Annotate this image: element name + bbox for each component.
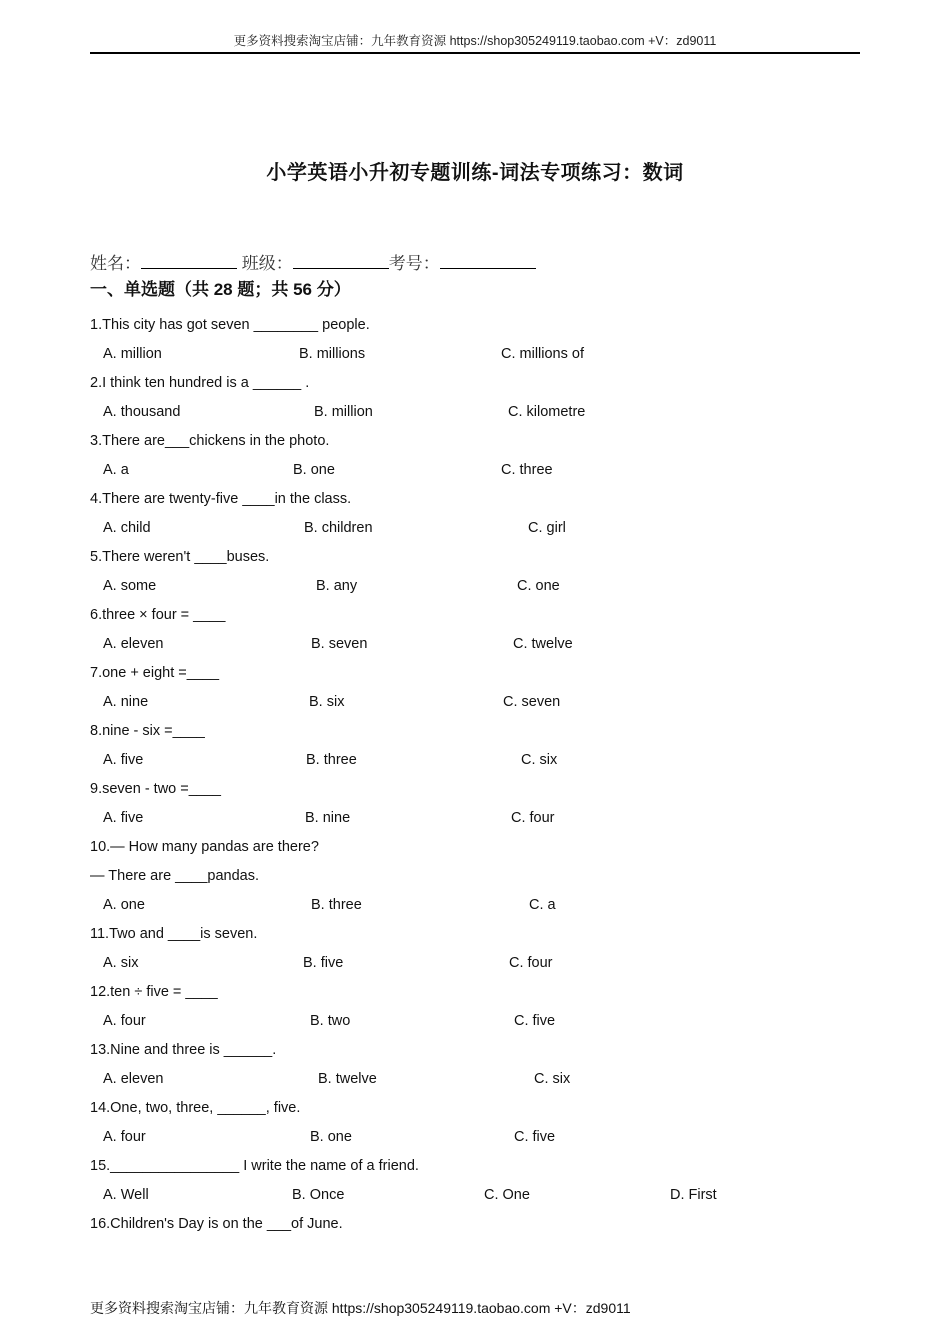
q7-option-c[interactable]: C. seven [503, 694, 561, 710]
name-blank[interactable] [141, 252, 237, 269]
q8-option-a[interactable]: A. five [103, 752, 144, 768]
q13-option-c[interactable]: C. six [534, 1071, 571, 1087]
q3-option-b[interactable]: B. one [293, 462, 335, 478]
page-header: 更多资料搜索淘宝店铺：九年教育资源 https://shop305249119.taobao.com +V：zd9011 [90, 32, 860, 54]
q1-option-a[interactable]: A. million [103, 346, 162, 362]
q9-option-b[interactable]: B. nine [305, 810, 351, 826]
section-heading: 一、单选题（共 28 题；共 56 分） [90, 280, 351, 299]
q14-option-a[interactable]: A. four [103, 1129, 146, 1145]
question-7: 7.one + eight =____ [90, 665, 220, 681]
q15-option-d[interactable]: D. First [670, 1187, 717, 1203]
name-label: 姓名： [90, 254, 141, 273]
question-14: 14.One, two, three, ______, five. [90, 1100, 301, 1116]
question-10-line-2: — There are ____pandas. [90, 868, 260, 884]
q12-option-c[interactable]: C. five [514, 1013, 556, 1029]
q8-option-b[interactable]: B. three [306, 752, 357, 768]
q5-option-c[interactable]: C. one [517, 578, 560, 594]
q9-option-c[interactable]: C. four [511, 810, 555, 826]
q11-option-a[interactable]: A. six [103, 955, 139, 971]
q14-option-b[interactable]: B. one [310, 1129, 352, 1145]
question-12: 12.ten ÷ five = ____ [90, 984, 218, 1000]
q13-option-a[interactable]: A. eleven [103, 1071, 164, 1087]
q12-option-a[interactable]: A. four [103, 1013, 146, 1029]
class-blank[interactable] [293, 252, 389, 269]
question-3: 3.There are___chickens in the photo. [90, 433, 330, 449]
question-8: 8.nine - six =____ [90, 723, 205, 739]
q13-option-b[interactable]: B. twelve [318, 1071, 377, 1087]
q8-option-c[interactable]: C. six [521, 752, 558, 768]
q6-option-a[interactable]: A. eleven [103, 636, 164, 652]
page-footer: 更多资料搜索淘宝店铺：九年教育资源 https://shop305249119.taobao.com +V：zd9011 [90, 1300, 631, 1316]
q4-option-c[interactable]: C. girl [528, 520, 566, 536]
question-9: 9.seven - two =____ [90, 781, 221, 797]
q15-option-c[interactable]: C. One [484, 1187, 530, 1203]
q1-option-c[interactable]: C. millions of [501, 346, 584, 362]
question-11: 11.Two and ____is seven. [90, 926, 258, 942]
q7-option-a[interactable]: A. nine [103, 694, 149, 710]
q11-option-c[interactable]: C. four [509, 955, 553, 971]
exam-number-blank[interactable] [440, 252, 536, 269]
q15-option-b[interactable]: B. Once [292, 1187, 345, 1203]
exam-number-label: 考号： [388, 254, 440, 273]
question-10: 10.— How many pandas are there? [90, 839, 319, 855]
class-label: 班级： [237, 254, 293, 273]
question-13: 13.Nine and three is ______. [90, 1042, 277, 1058]
q12-option-b[interactable]: B. two [310, 1013, 351, 1029]
q6-option-c[interactable]: C. twelve [513, 636, 573, 652]
student-info-line [90, 249, 536, 274]
question-15: 15.________________ I write the name of a friend. [90, 1158, 419, 1174]
q4-option-a[interactable]: A. child [103, 520, 151, 536]
question-4: 4.There are twenty-five ____in the class. [90, 491, 352, 507]
question-1: 1.This city has got seven ________ people. [90, 317, 370, 333]
q10-option-c[interactable]: C. a [529, 897, 556, 913]
q7-option-b[interactable]: B. six [309, 694, 345, 710]
q5-option-a[interactable]: A. some [103, 578, 157, 594]
q1-option-b[interactable]: B. millions [299, 346, 366, 362]
q11-option-b[interactable]: B. five [303, 955, 344, 971]
q2-option-b[interactable]: B. million [314, 404, 373, 420]
q3-option-a[interactable]: A. a [103, 462, 129, 478]
q4-option-b[interactable]: B. children [304, 520, 373, 536]
q6-option-b[interactable]: B. seven [311, 636, 368, 652]
q3-option-c[interactable]: C. three [501, 462, 553, 478]
q10-option-b[interactable]: B. three [311, 897, 362, 913]
q10-option-a[interactable]: A. one [103, 897, 145, 913]
q5-option-b[interactable]: B. any [316, 578, 358, 594]
q2-option-a[interactable]: A. thousand [103, 404, 181, 420]
question-6: 6.three × four = ____ [90, 607, 226, 623]
document-title: 小学英语小升初专题训练-词法专项练习：数词 [266, 162, 684, 184]
q14-option-c[interactable]: C. five [514, 1129, 556, 1145]
q15-option-a[interactable]: A. Well [103, 1187, 149, 1203]
q9-option-a[interactable]: A. five [103, 810, 144, 826]
question-2: 2.I think ten hundred is a ______ . [90, 375, 310, 391]
question-16: 16.Children's Day is on the ___of June. [90, 1216, 343, 1232]
q2-option-c[interactable]: C. kilometre [508, 404, 586, 420]
question-5: 5.There weren't ____buses. [90, 549, 270, 565]
